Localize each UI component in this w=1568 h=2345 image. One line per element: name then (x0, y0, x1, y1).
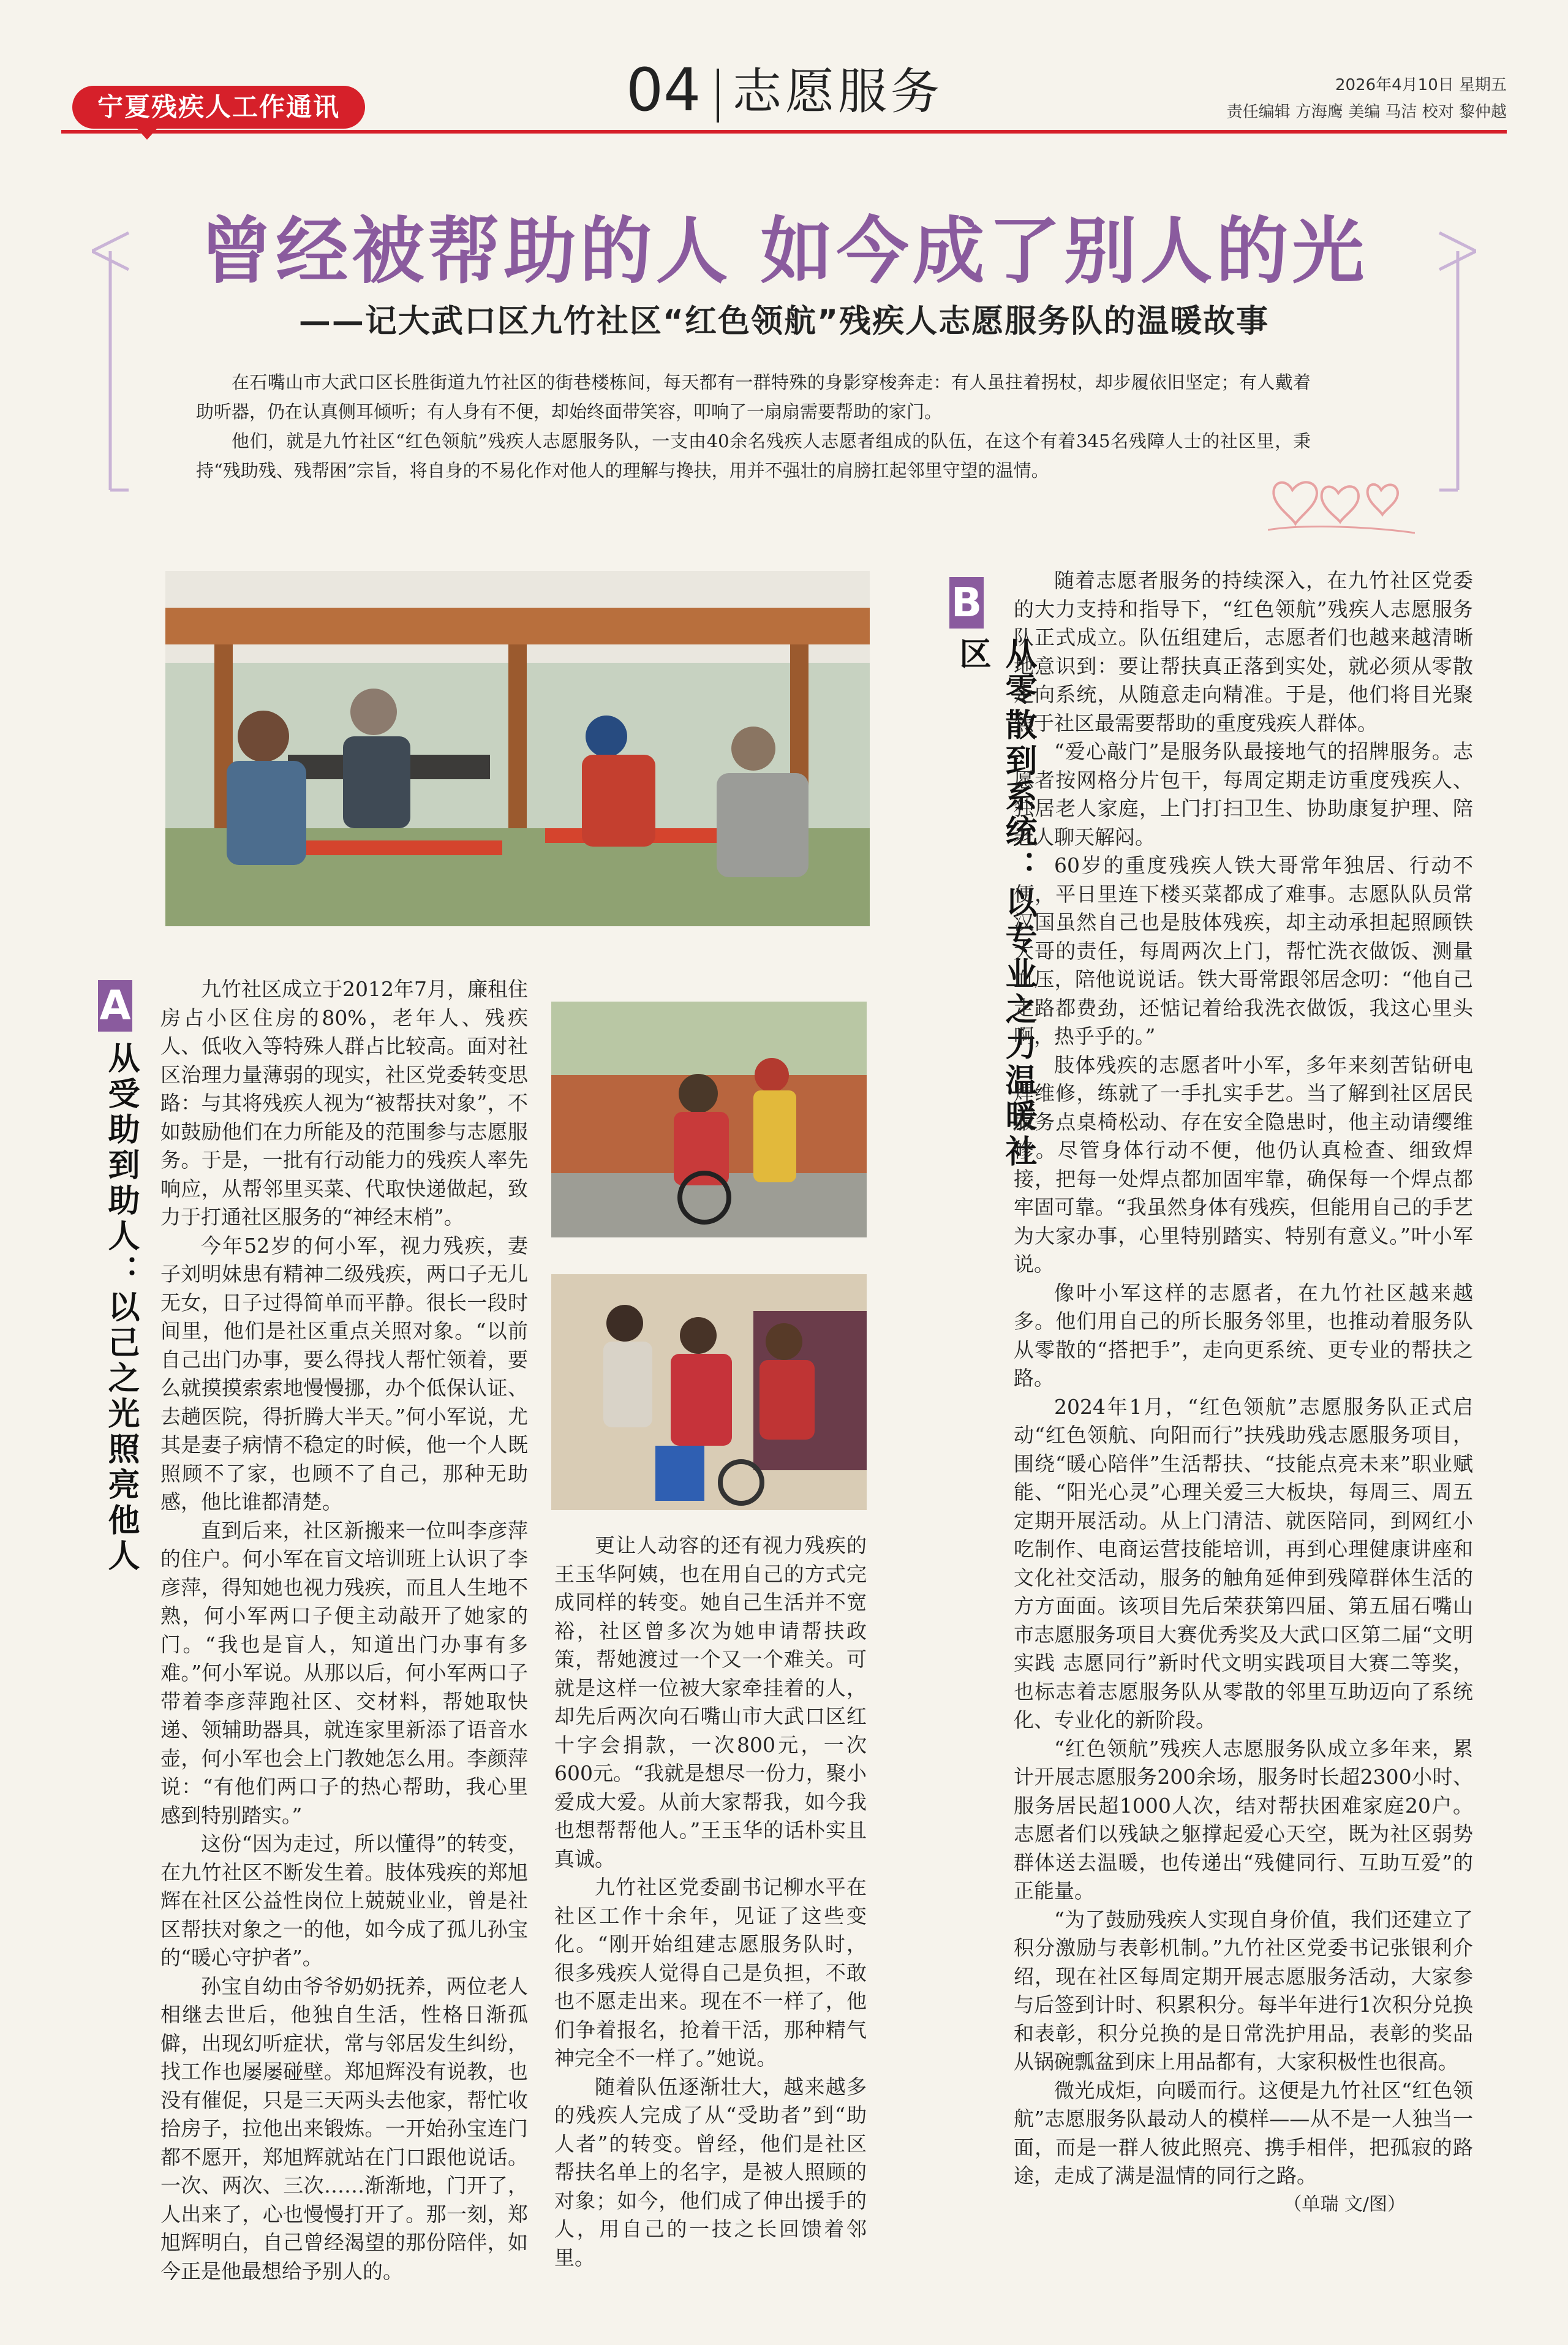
issue-date: 2026年4月10日 星期五 (1335, 76, 1507, 94)
photo-volunteers-exercise (165, 571, 870, 926)
byline: （单瑞 文/图） (1283, 2193, 1406, 2215)
section-a-paragraph: 九竹社区党委副书记柳水平在社区工作十余年，见证了这些变化。“刚开始组建志愿服务队时，很多残疾人觉得自己是负担，不敢也不愿走出来。现在不一样了，他们争着报名，抢着干活，那种精气神完全不一样了。”她说。 (554, 1875, 867, 2070)
article-lead (196, 368, 1311, 485)
section-b-paragraph: 微光成炬，向暖而行。这便是九竹社区“红色领航”志愿服务队最动人的模样——从不是一人独当一面，而是一群人彼此照亮、携手相伴，把孤寂的路途，走成了满是温情的同行之路。 (1014, 2078, 1473, 2188)
section-b-paragraph: “红色领航”残疾人志愿服务队成立多年来，累计开展志愿服务200余场，服务时长超2300小时、服务居民超1000人次，结对帮扶困难家庭20户。志愿者们以残缺之躯撑起爱心天空，既为社区弱势群体送去温暖，也传递出“残健同行、互助互爱”的正能量。 (1014, 1736, 1473, 1903)
section-a-paragraph: 更让人动容的还有视力残疾的王玉华阿姨，也在用自己的方式完成同样的转变。她自己生活并不宽裕，社区曾多次为她申请帮扶政策，帮她渡过一个又一个难关。可就是这样一位被大家牵挂着的人，却先后两次向石嘴山市大武口区红十字会捐款，一次800元，一次600元。“我就是想尽一份力，聚小爱成大爱。从前大家帮我，如今我也想帮帮他人。”王玉华的话朴实且真诚。 (554, 1533, 867, 1871)
section-a-paragraph: 孙宝自幼由爷爷奶奶抚养，两位老人相继去世后，他独自生活，性格日渐孤僻，出现幻听症状，常与邻居发生纠纷，找工作也屡屡碰壁。郑旭辉没有说教，也没有催促，只是三天两头去他家，帮忙收拾房子，拉他出来锻炼。一开始孙宝连门都不愿开，郑旭辉就站在门口跟他说话。一次、两次、三次……渐渐地，门开了，人出来了，心也慢慢打开了。那一刻，郑旭辉明白，自己曾经渴望的那份陪伴，如今正是他最想给予别人的。 (160, 1974, 528, 2283)
section-a-paragraph: 今年52岁的何小军，视力残疾，妻子刘明妹患有精神二级残疾，两口子无儿无女，日子过得简单而平静。很长一段时间里，他们是社区重点关照对象。“以前自己出门办事，要么得找人帮忙领着，要么就摸摸索索地慢慢挪，办个低保认证、去趟医院，得折腾大半天。”何小军说，尤其是妻子病情不稳定的时候，他一个人既照顾不了家，也顾不了自己，那种无助感，他比谁都清楚。 (160, 1233, 528, 1514)
section-b-paragraph: “爱心敲门”是服务队最接地气的招牌服务。志愿者按网格分片包干，每周定期走访重度残疾人、独居老人家庭，上门打扫卫生、协助康复护理、陪老人聊天解闷。 (1014, 739, 1473, 849)
section-a-heading: 从受助到助人：以己之光照亮他人 (102, 1041, 139, 1574)
section-b-paragraph: 肢体残疾的志愿者叶小军，多年来刻苦钻研电焊维修，练就了一手扎实手艺。当了解到社区居民服务点桌椅松动、存在安全隐患时，他主动请缨维修。尽管身体行动不便，他仍认真检查、细致焊接，把每一处焊点都加固牢靠，确保每一个焊点都牢固可靠。“我虽然身体有残疾，但能用自己的手艺为大家办事，心里特别踏实、特别有意义。”叶小军说。 (1014, 1052, 1473, 1276)
section-a-badge: A (98, 980, 132, 1032)
masthead-pointer (136, 127, 158, 140)
section-a-paragraph: 这份“因为走过，所以懂得”的转变，在九竹社区不断发生着。肢体残疾的郑旭辉在社区公益性岗位上兢兢业业，曾是社区帮扶对象之一的他，如今成了孤儿孙宝的“暖心守护者”。 (160, 1832, 528, 1969)
section-a-paragraph: 九竹社区成立于2012年7月，廉租住房占小区住房的80%，老年人、残疾人、低收入等特殊人群占比较高。面对社区治理力量薄弱的现实，社区党委转变思路：与其将残疾人视为“被帮扶对象”，不如鼓励他们在力所能及的范围参与志愿服务。于是，一批有行动能力的残疾人率先响应，从帮邻里买菜、代取快递做起，致力于打通社区服务的“神经末梢”。 (160, 977, 528, 1229)
section-a-paragraph: 随着队伍逐渐壮大，越来越多的残疾人完成了从“受助者”到“助人者”的转变。曾经，他们是社区帮扶名单上的名字，是被人照顾的对象；如今，他们成了伸出援手的人，用自己的一技之长回馈着邻里。 (554, 2074, 867, 2270)
column-a-left (160, 975, 528, 2286)
column-a-right (554, 1531, 867, 2272)
section-b-heading: 从零散到系统：以专业之力温暖社区 (954, 637, 1036, 1170)
masthead-badge: 宁夏残疾人工作通讯 (72, 86, 365, 129)
section-b-paragraph: 像叶小军这样的志愿者，在九竹社区越来越多。他们用自己的所长服务邻里，也推动着服务队从零散的“搭把手”，走向更系统、更专业的帮扶之路。 (1014, 1280, 1473, 1390)
section-title: 志愿服务 (733, 63, 943, 120)
section-b-paragraph: 60岁的重度残疾人铁大哥常年独居、行动不便，平日里连下楼买菜都成了难事。志愿队队员常汉国虽然自己也是肢体残疾，却主动承担起照顾铁大哥的责任，每周两次上门，帮忙洗衣做饭、测量血压，陪他说说话。铁大哥常跟邻居念叨：“他自己走路都费劲，还惦记着给我洗衣做饭，我这心里头啊，热乎乎的。” (1014, 853, 1473, 1048)
hearts-decoration-icon (1268, 472, 1415, 539)
lead-paragraph: 在石嘴山市大武口区长胜街道九竹社区的街巷楼栋间，每天都有一群特殊的身影穿梭奔走：有人虽拄着拐杖，却步履依旧坚定；有人戴着助听器，仍在认真侧耳倾听；有人身有不便，却始终面带笑容，叩响了一扇扇需要帮助的家门。 (196, 372, 1311, 422)
photo-wheelchair-helper (551, 1002, 867, 1237)
photo-delivery-help (551, 1274, 867, 1510)
section-b-badge: B (949, 577, 984, 629)
header-rule (61, 130, 1507, 134)
section-a-paragraph: 直到后来，社区新搬来一位叫李彦萍的住户。何小军在盲文培训班上认识了李彦萍，得知她也视力残疾，而且人生地不熟，何小军两口子便主动敲开了她家的门。“我也是盲人，知道出门办事有多难。”何小军说。从那以后，何小军两口子带着李彦萍跑社区、交材料，帮她取快递、领辅助器具，就连家里新添了语音水壶，何小军也会上门教她怎么用。李颜萍说：“有他们两口子的热心帮助，我心里感到特别踏实。” (160, 1518, 528, 1827)
section-b-paragraph: 随着志愿者服务的持续深入，在九竹社区党委的大力支持和指导下，“红色领航”残疾人志愿服务队正式成立。队伍组建后，志愿者们也越来越清晰地意识到：要让帮扶真正落到实处，就必须从零散走向系统，从随意走向精准。于是，他们将目光聚焦于社区最需要帮助的重度残疾人群体。 (1014, 568, 1473, 735)
column-b (1014, 567, 1473, 2219)
page-number: 04 (626, 56, 701, 124)
editors-credit: 责任编辑 方海鹰 美编 马洁 校对 黎仲越 (1226, 103, 1507, 121)
lead-paragraph: 他们，就是九竹社区“红色领航”残疾人志愿服务队，一支由40余名残疾人志愿者组成的队伍，在这个有着345名残障人士的社区里，秉持“残助残、残帮困”宗旨，将自身的不易化作对他人的理解与搀扶，用并不强壮的肩膀扛起邻里守望的温情。 (196, 431, 1311, 481)
section-b-paragraph: 2024年1月，“红色领航”志愿服务队正式启动“红色领航、向阳而行”扶残助残志愿服务项目，围绕“暖心陪伴”生活帮扶、“技能点亮未来”职业赋能、“阳光心灵”心理关爱三大板块，每周三、周五定期开展活动。从上门清洁、就医陪同，到网红小吃制作、电商运营技能培训，再到心理健康讲座和文化社交活动，服务的触角延伸到残障群体生活的方方面面。该项目先后荣获第四届、第五届石嘴山市志愿服务项目大赛优秀奖及大武口区第二届“文明实践 志愿同行”新时代文明实践项目大赛二等奖，也标志着志愿服务队从零散的邻里互助迈向了系统化、专业化的新阶段。 (1014, 1394, 1473, 1732)
article-subtitle: ——记大武口区九竹社区“红色领航”残疾人志愿服务队的温暖故事 (298, 303, 1270, 340)
header-separator (717, 69, 719, 123)
section-b-paragraph: “为了鼓励残疾人实现自身价值，我们还建立了积分激励与表彰机制。”九竹社区党委书记张银利介绍，现在社区每周定期开展志愿服务活动，大家参与后签到计时、积累积分。每半年进行1次积分兑换和表彰，积分兑换的是日常洗护用品，表彰的奖品从锅碗瓢盆到床上用品都有，大家积极性也很高。 (1014, 1907, 1473, 2074)
article-title: 曾经被帮助的人 如今成了别人的光 (200, 209, 1368, 293)
